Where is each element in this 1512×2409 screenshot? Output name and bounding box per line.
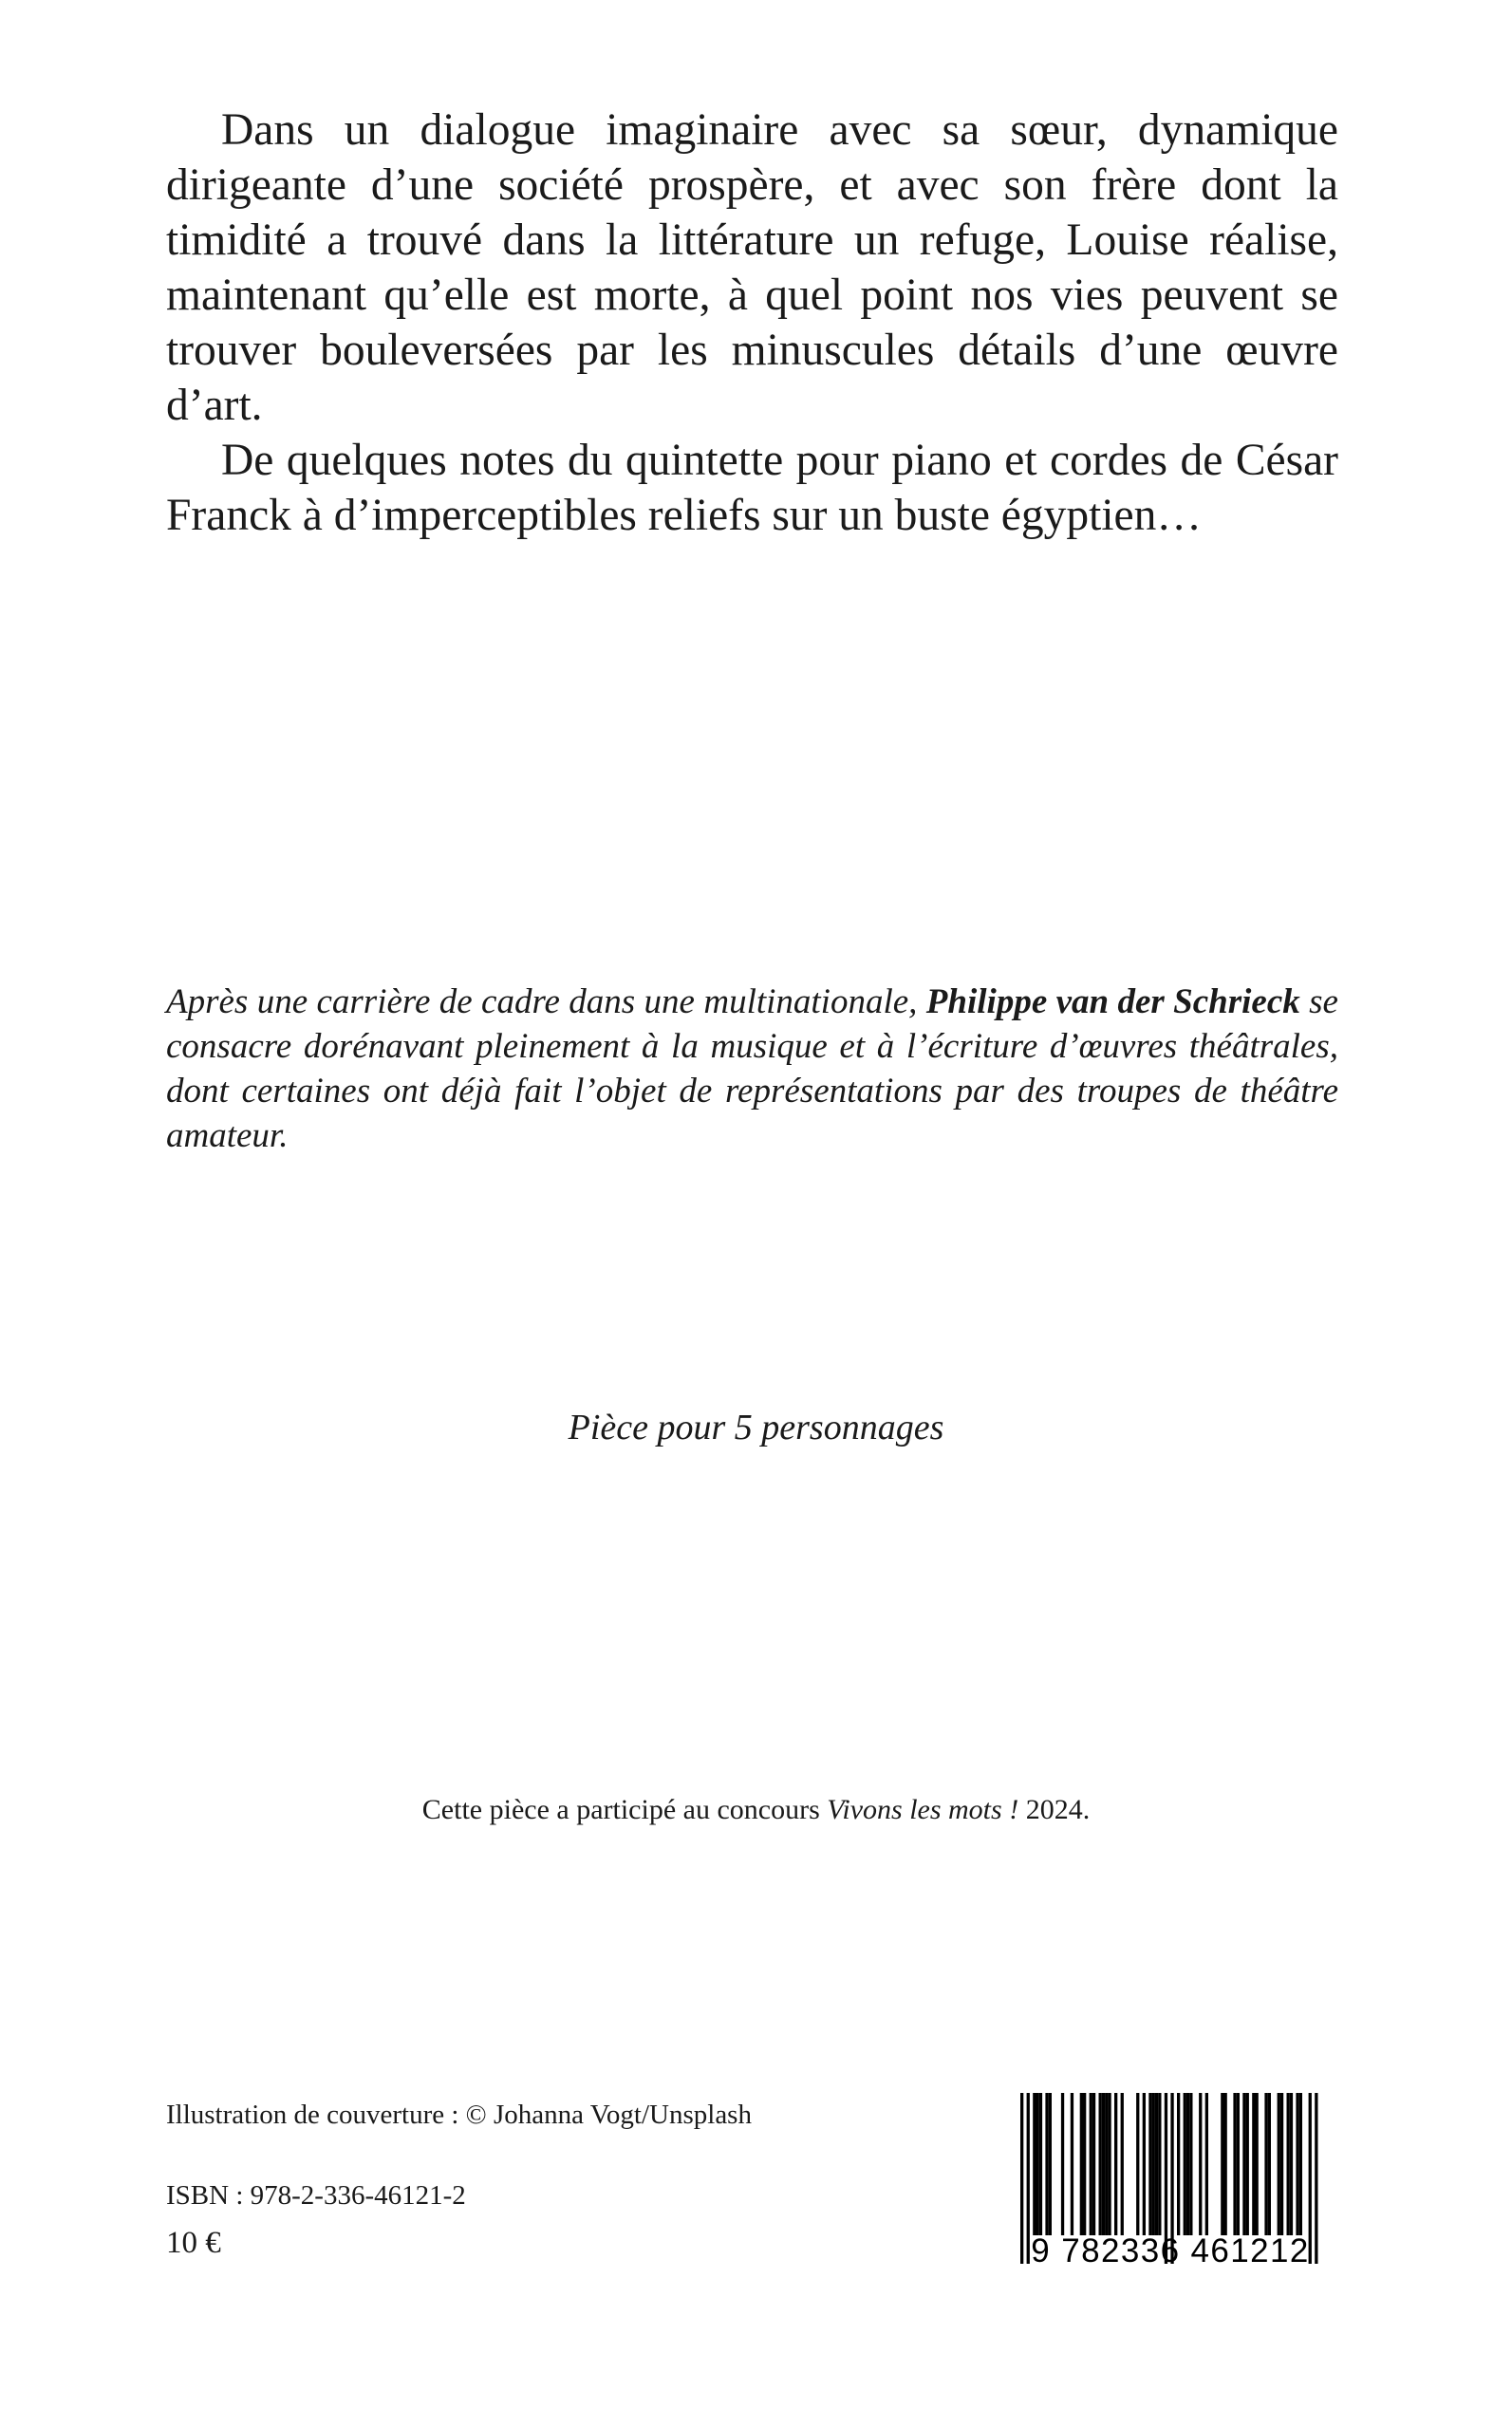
barcode-bar bbox=[1071, 2093, 1073, 2235]
barcode-bar bbox=[1224, 2093, 1227, 2235]
barcode bbox=[1009, 2093, 1332, 2283]
isbn: ISBN : 978-2-336-46121-2 bbox=[166, 2180, 466, 2211]
barcode-bar bbox=[1036, 2093, 1039, 2235]
barcode-digits: 9 782336 461212 bbox=[1031, 2232, 1310, 2269]
price: 10 € bbox=[166, 2226, 221, 2260]
contest-text-after: 2024. bbox=[1018, 1794, 1091, 1825]
barcode-bar bbox=[1278, 2093, 1280, 2235]
contest-name: Vivons les mots ! bbox=[827, 1794, 1019, 1825]
contest-note bbox=[0, 1794, 1512, 1826]
barcode-bar bbox=[1205, 2093, 1208, 2235]
barcode-bar bbox=[1155, 2093, 1158, 2235]
barcode-bar bbox=[1290, 2093, 1293, 2235]
bio-text-before: Après une carrière de cadre dans une multinationale, bbox=[166, 982, 926, 1021]
barcode-bar bbox=[1121, 2093, 1124, 2235]
barcode-bar bbox=[1280, 2093, 1283, 2235]
barcode-bar bbox=[1045, 2093, 1048, 2235]
barcode-bar bbox=[1199, 2093, 1202, 2235]
barcode-bar bbox=[1221, 2093, 1223, 2235]
barcode-bar bbox=[1061, 2093, 1064, 2235]
barcode-bar bbox=[1099, 2093, 1102, 2235]
author-bio bbox=[166, 980, 1338, 1158]
barcode-bar bbox=[1080, 2093, 1083, 2235]
author-name: Philippe van der Schrieck bbox=[925, 982, 1300, 1021]
barcode-bar bbox=[1039, 2093, 1042, 2235]
barcode-bar bbox=[1143, 2093, 1146, 2235]
barcode-bar bbox=[1242, 2093, 1245, 2235]
synopsis-paragraph-2: De quelques notes du quintette pour piano et cordes de César Franck à d’imperceptibles reliefs sur un buste égyptien… bbox=[166, 436, 1338, 540]
synopsis bbox=[166, 103, 1338, 543]
barcode-bar bbox=[1189, 2093, 1192, 2235]
barcode-bar bbox=[1158, 2093, 1161, 2235]
barcode-bar bbox=[1092, 2093, 1095, 2235]
barcode-bar bbox=[1090, 2093, 1092, 2235]
barcode-bar bbox=[1237, 2093, 1240, 2235]
barcode-bar bbox=[1049, 2093, 1052, 2235]
synopsis-paragraph-1: Dans un dialogue imaginaire avec sa sœur, dynamique dirigeante d’une société prospère, et avec son frère dont la timidité a trouvé dans la littérature un refuge, Louise réalise, maintenant qu’elle est morte, à quel point nos vies peuvent se trouver bouleversées par les minuscules détails d’une œuvre d’art. bbox=[166, 105, 1338, 430]
illustration-credit: Illustration de couverture : © Johanna Vogt/Unsplash bbox=[166, 2100, 752, 2130]
barcode-bar bbox=[1296, 2093, 1298, 2235]
barcode-bar bbox=[1264, 2093, 1267, 2235]
barcode-bar bbox=[1299, 2093, 1302, 2235]
barcode-bar bbox=[1108, 2093, 1111, 2235]
barcode-bar bbox=[1033, 2093, 1036, 2235]
barcode-bar bbox=[1177, 2093, 1180, 2235]
barcode-bar bbox=[1186, 2093, 1189, 2235]
barcode-bar bbox=[1287, 2093, 1290, 2235]
barcode-bar bbox=[1083, 2093, 1086, 2235]
barcode-bar bbox=[1105, 2093, 1108, 2235]
barcode-bar bbox=[1114, 2093, 1117, 2235]
bio-text-after: se consacre dorénavant pleinement à la musique et à l’écriture d’œuvres théâtrales, dont certaines ont déjà fait l’objet de représentations par des troupes de théâtre amateur. bbox=[166, 982, 1338, 1155]
barcode-bar bbox=[1233, 2093, 1236, 2235]
barcode-bar bbox=[1148, 2093, 1151, 2235]
barcode-bar bbox=[1136, 2093, 1139, 2235]
barcode-bar bbox=[1252, 2093, 1255, 2235]
cast-note: Pièce pour 5 personnages bbox=[568, 1408, 944, 1447]
barcode-bar bbox=[1152, 2093, 1155, 2235]
contest-text-before: Cette pièce a participé au concours bbox=[421, 1794, 828, 1825]
barcode-bar bbox=[1268, 2093, 1271, 2235]
barcode-bar bbox=[1246, 2093, 1249, 2235]
barcode-bar bbox=[1102, 2093, 1105, 2235]
barcode-bar bbox=[1184, 2093, 1186, 2235]
barcode-bar bbox=[1256, 2093, 1259, 2235]
